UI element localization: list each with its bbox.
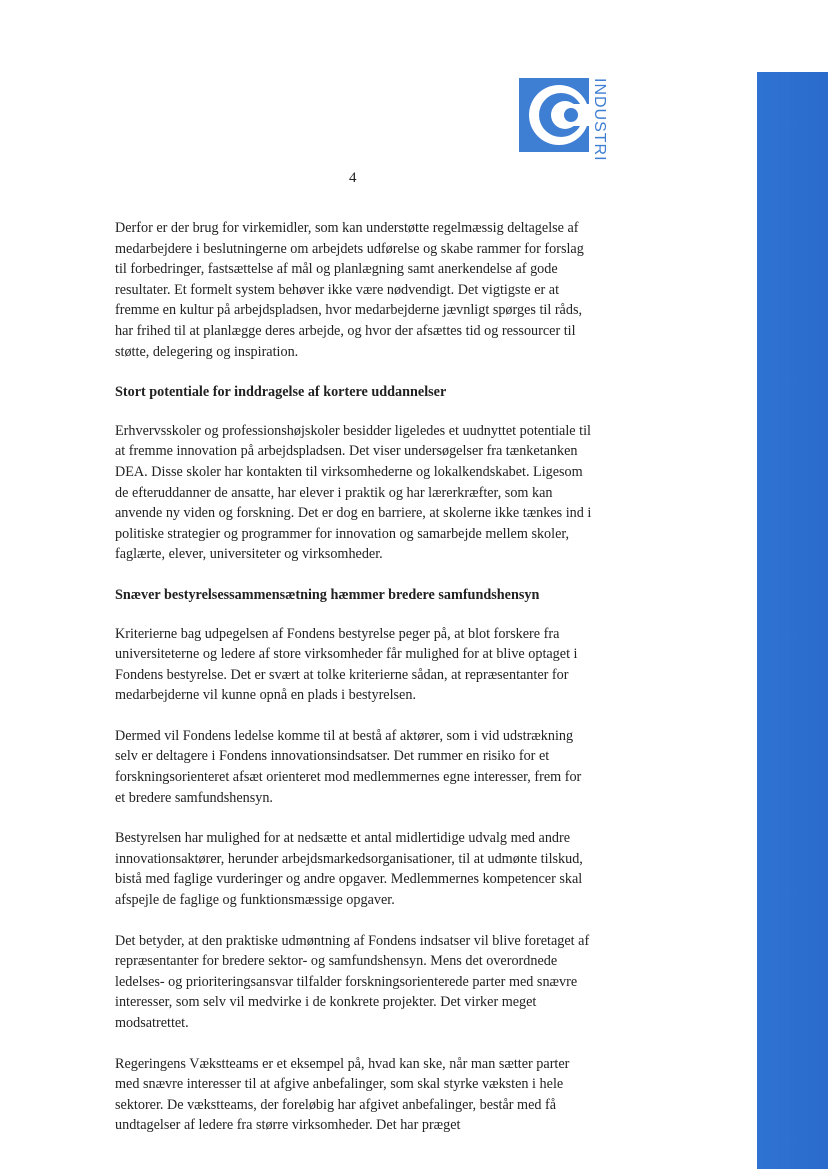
paragraph: Kriterierne bag udpegelsen af Fondens bestyrelse peger på, at blot forskere fra universiteterne og ledere af store virksomheder får mulighed for at blive optaget i Fondens bestyrelse. Det er svært at tolke kriterierne sådan, at repræsentanter for medarbejderne vil kunne opnå en plads i bestyrelsen. (115, 625, 578, 704)
logo-text: INDUSTRI (591, 78, 608, 162)
page-number: 4 (349, 170, 357, 186)
paragraph: Regeringens Vækstteams er et eksempel på, hvad kan ske, når man sætter parter med snævre interesser til at afgive anbefalinger, som skal styrke væksten i hele sektorer. De vækstteams, der foreløbig har afgivet anbefalinger, består med få undtagelser af ledere fra større virksomheder. Det har præget (115, 1055, 570, 1134)
paragraph: Erhvervsskoler og professionshøjskoler besidder ligeledes et uudnyttet potentiale til at fremme innovation på arbejdspladsen. Det viser undersøgelser fra tænketanken DEA. Disse skoler har kontakten til virksomhederne og lokalkendskabet. Ligesom de efteruddanner de ansatte, har elever i praktik og har lærerkræfter, som kan anvende ny viden og forskning. Det er dog en barriere, at skolerne ikke tænkes ind i politiske strategier og programmer for innovation og samarbejde mellem skoler, faglærte, elever, universiteter og virksomheder. (115, 422, 592, 563)
section-heading: Snæver bestyrelsessammensætning hæmmer bredere samfundshensyn (115, 586, 540, 603)
paragraph: Bestyrelsen har mulighed for at nedsætte et antal midlertidige udvalg med andre innovationsaktører, herunder arbejdsmarkedsorganisationer, til at udmønte tilskud, bistå med faglige vurderinger og andre opgaver. Medlemmernes kompetencer skal afspejle de faglige og funktionsmæssige opgaver. (115, 830, 583, 909)
document-body (115, 218, 593, 1156)
paragraph: Det betyder, at den praktiske udmøntning af Fondens indsatser vil blive foretaget af repræsentanter for bredere sektor- og samfundshensyn. Mens det overordnede ledelses- og prioriteringsansvar tilfalder forskningsorienterede parter med snævre interesser, som selv vil medvirke i de konkrete projekter. Det virker meget modsatrettet. (115, 932, 590, 1031)
paragraph: Derfor er der brug for virkemidler, som kan understøtte regelmæssig deltagelse af medarbejdere i beslutningerne om arbejdets udførelse og skabe rammer for forslag til forbedringer, fastsættelse af mål og planlægning samt anerkendelse af gode resultater. Et formelt system behøver ikke være nødvendigt. Det vigtigste er at fremme en kultur på arbejdspladsen, hvor medarbejderne jævnligt spørges til råds, har frihed til at planlægge deres arbejde, og hvor der afsættes tid og ressourcer til støtte, delegering og inspiration. (115, 220, 584, 360)
paragraph: Dermed vil Fondens ledelse komme til at bestå af aktører, som i vid udstrækning selv er deltagere i Fondens innovationsindsatser. Det rummer en risiko for et forskningsorienteret afsæt orienteret mod medlemmernes egne interesser, frem for et bredere samfundshensyn. (115, 727, 582, 806)
section-heading: Stort potentiale for inddragelse af kortere uddannelser (115, 384, 447, 401)
blue-accent-bar (757, 72, 828, 1169)
